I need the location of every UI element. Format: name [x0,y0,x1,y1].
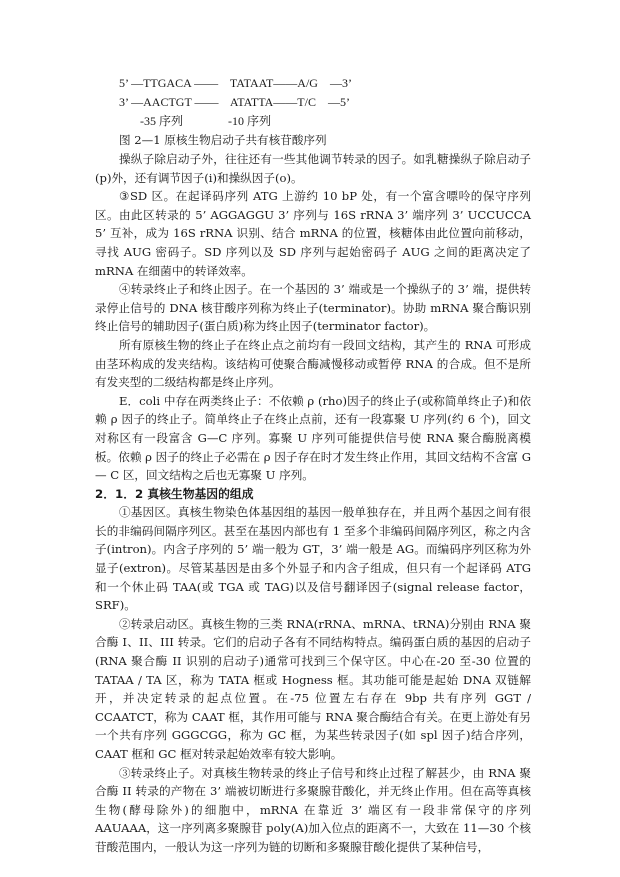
sequence-line-1: 5’ —TTGACA —— TATAAT——A/G —3’ [119,76,352,90]
section-heading: 2．1．2 真核生物基因的组成 [95,486,254,501]
paragraph: E．coli 中存在两类终止子：不依赖 ρ (rho)因子的终止子(或称简单终止子)和依赖 ρ 因子的终止子。简单终止子在终止点前，还有一段寡聚 U 序列(约 6 个)，回文对称区有一段富含 G—C 序列。寡聚 U 序列可能提供信号使 RNA 聚合酶脱离模板。依赖 ρ 因子的终止子必需在 ρ 因子存在时才发生终止作用，其回文结构不含富 G — C 区，回文结构之后也无寡聚 U 序列。 [95,393,531,483]
paragraph: ③转录终止子。对真核生物转录的终止子信号和终止过程了解甚少，由 RNA 聚合酶 II 转录的产物在 3’ 端被切断进行多聚腺苷酸化，并无终止作用。但在高等真核生物(酵母除外)的细胞中，mRNA 在靠近 3’ 端区有一段非常保守的序列 AAUAAA，这一序列离多聚腺苷 poly(A)加入位点的距离不一，大致在 11—30 个核苷酸范围内，一般认为这一序列为链的切断和多聚腺苷酸化提供了某种信号， [95,765,531,854]
paragraph: ②转录启动区。真核生物的三类 RNA(rRNA、mRNA、tRNA)分别由 RNA 聚合酶 I、II、III 转录。它们的启动子各有不同结构特点。编码蛋白质的基因的启动子(RNA 聚合酶 II 识别的启动子)通常可找到三个保守区。中心在-20 至-30 位置的 TATAA / TA 区，称为 TATA 框或 Hogness 框。其功能可能是起始 DNA 双链解开，并决定转录的起点位置。在-75 位置左右存在 9bp 共有序列 GGT / CCAATCT，称为 CAAT 框，其作用可能与 RNA 聚合酶结合有关。在更上游处有另一个共有序列 GGGCGG，称为 GC 框，为某些转录因子(如 spl 因子)结合序列，CAAT 框和 GC 框对转录起始效率有较大影响。 [95,616,531,761]
paragraph: ③SD 区。在起译码序列 ATG 上游约 10 bP 处，有一个富含嘌呤的保守序列区。由此区转录的 5’ AGGAGGU 3’ 序列与 16S rRNA 3’ 端序列 3’ UCCUCCA 5’ 互补，成为 16S rRNA 识别、结合 mRNA 的位置，核糖体由此位置向前移动，寻找 AUG 密码子。SD 序列以及 SD 序列与起始密码子 AUG 之间的距离决定了 mRNA 在细菌中的转译效率。 [95,189,531,278]
sequence-line-2: 3’ —AACTGT —— ATATTA——T/C —5’ [119,95,350,109]
sequence-labels: -35 序列 -10 序列 [119,114,271,128]
body-text [95,150,531,857]
paragraph: 操纵子除启动子外，往往还有一些其他调节转录的因子。如乳糖操纵子除启动子(p)外，还有调节因子(i)和操纵因子(o)。 [95,152,531,185]
paragraph: 所有原核生物的终止子在终止点之前均有一段回文结构，其产生的 RNA 可形成由茎环构成的发夹结构。该结构可使聚合酶减慢移动或暂停 RNA 的合成。但不是所有发夹型的二级结构都是终止序列。 [95,337,531,390]
figure-caption: 图 2—1 原核生物启动子共有核苷酸序列 [119,133,327,147]
paragraph: ④转录终止子和终止因子。在一个基因的 3’ 端或是一个操纵子的 3’ 端，提供转录停止信号的 DNA 核苷酸序列称为终止子(terminator)。协助 mRNA 聚合酶识别终止信号的辅助因子(蛋白质)称为终止因子(terminator factor)。 [95,282,531,334]
paragraph: ①基因区。真核生物染色体基因组的基因一般单独存在，并且两个基因之间有很长的非编码间隔序列区。甚至在基因内部也有 1 至多个非编码间隔序列区，称之内含子(intron)。内含子序列的 5’ 端一般为 GT，3’ 端一般是 AG。而编码序列区称为外显子(extron)。尽管某基因是由多个外显子和内含子组成，但只有一个起译码 ATG 和一个休止码 TAA(或 TGA 或 TAG)以及信号翻译因子(signal release factor，SRF)。 [95,505,531,613]
